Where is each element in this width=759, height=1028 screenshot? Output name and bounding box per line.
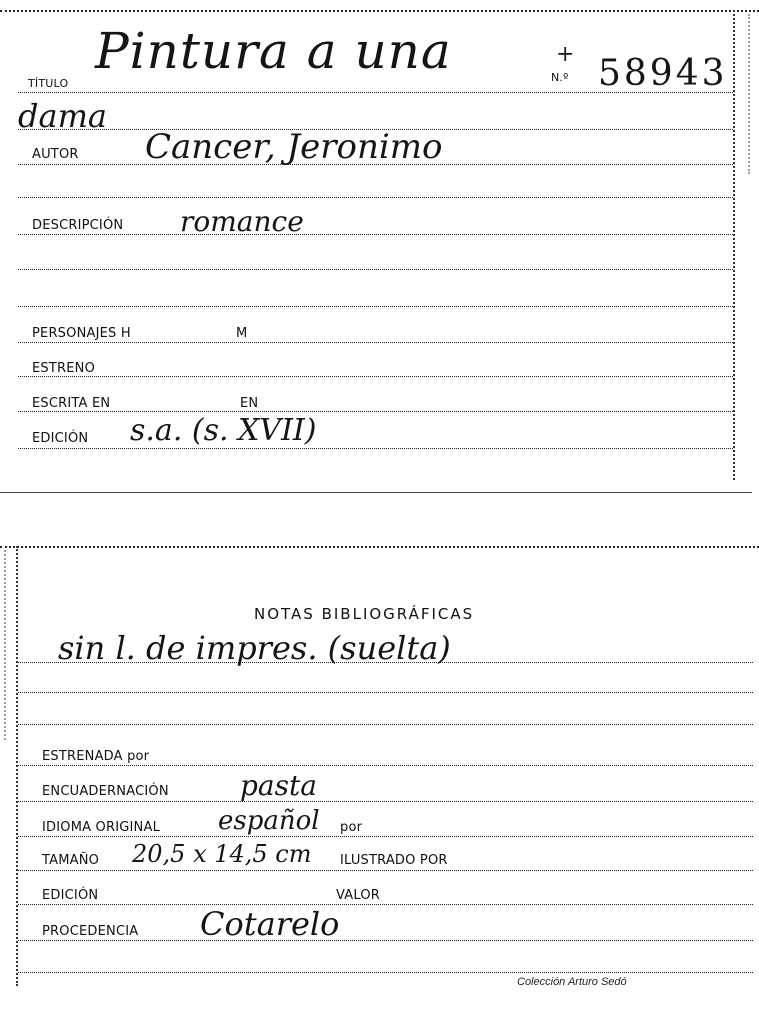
edicion-back-label: EDICIÓN — [42, 888, 99, 903]
titulo-value-line2: dama — [18, 97, 107, 135]
procedencia-rule — [18, 940, 753, 941]
estreno-label: ESTRENO — [32, 361, 96, 376]
card-left-border — [16, 546, 18, 986]
tamano-rule — [18, 870, 753, 871]
notas-rule-3 — [18, 724, 753, 725]
autor-rule — [18, 164, 733, 165]
card-top-border — [0, 546, 759, 548]
scan-speckle — [4, 550, 6, 740]
collection-footer: Colección Arturo Sedó — [517, 976, 627, 988]
estreno-rule — [18, 376, 733, 377]
card-top-border — [0, 10, 759, 12]
titulo-value-line1: Pintura a una — [95, 22, 452, 80]
descripcion-rule — [18, 234, 733, 235]
blank-rule-1 — [18, 197, 733, 198]
encuadernacion-value: pasta — [240, 769, 317, 802]
notas-rule-1 — [18, 662, 753, 663]
valor-label: VALOR — [336, 888, 380, 903]
titulo-label: TÍTULO — [28, 77, 69, 90]
catalog-card-front — [0, 0, 759, 495]
encuadernacion-label: ENCUADERNACIÓN — [42, 784, 169, 799]
descripcion-value: romance — [180, 205, 304, 238]
personajes-m-label: M — [236, 326, 248, 341]
numero-value: 58943 — [598, 53, 728, 94]
escrita-en-label: ESCRITA EN — [32, 396, 111, 411]
autor-label: AUTOR — [32, 147, 79, 162]
ilustrado-por-label: ILUSTRADO POR — [340, 853, 448, 868]
edicion-label: EDICIÓN — [32, 431, 89, 446]
idioma-original-value: español — [218, 806, 320, 836]
tamano-value: 20,5 x 14,5 cm — [132, 840, 312, 868]
idioma-original-label: IDIOMA ORIGINAL — [42, 820, 161, 835]
procedencia-label: PROCEDENCIA — [42, 924, 139, 939]
cross-mark: + — [556, 42, 575, 67]
edicion-rule — [18, 448, 733, 449]
personajes-rule — [18, 342, 733, 343]
personajes-h-label: PERSONAJES H — [32, 326, 131, 341]
scan-speckle — [748, 14, 750, 174]
procedencia-value: Cotarelo — [200, 905, 340, 943]
blank-rule-3 — [18, 306, 733, 307]
en-label: EN — [240, 396, 259, 411]
edicion-value: s.a. (s. XVII) — [130, 413, 317, 448]
blank-rule-2 — [18, 269, 733, 270]
notas-value: sin l. de impres. (suelta) — [58, 629, 451, 667]
notas-heading: NOTAS BIBLIOGRÁFICAS — [254, 605, 475, 623]
autor-value: Cancer, Jeronimo — [145, 127, 443, 167]
notas-rule-2 — [18, 692, 753, 693]
titulo-rule — [18, 92, 733, 93]
tamano-label: TAMAÑO — [42, 853, 100, 868]
catalog-card-back — [0, 540, 759, 1000]
por-label: por — [340, 820, 363, 835]
bottom-rule — [18, 972, 753, 973]
idioma-rule — [18, 836, 753, 837]
descripcion-label: DESCRIPCIÓN — [32, 218, 124, 233]
edicion-valor-rule — [18, 904, 753, 905]
numero-label: N.º — [551, 71, 569, 84]
estrenada-por-label: ESTRENADA por — [42, 749, 150, 764]
card-right-border — [733, 10, 735, 480]
escrita-en-rule — [18, 411, 733, 412]
estrenada-rule — [18, 765, 753, 766]
encuadernacion-rule — [18, 801, 753, 802]
card-bottom-edge — [0, 492, 752, 493]
